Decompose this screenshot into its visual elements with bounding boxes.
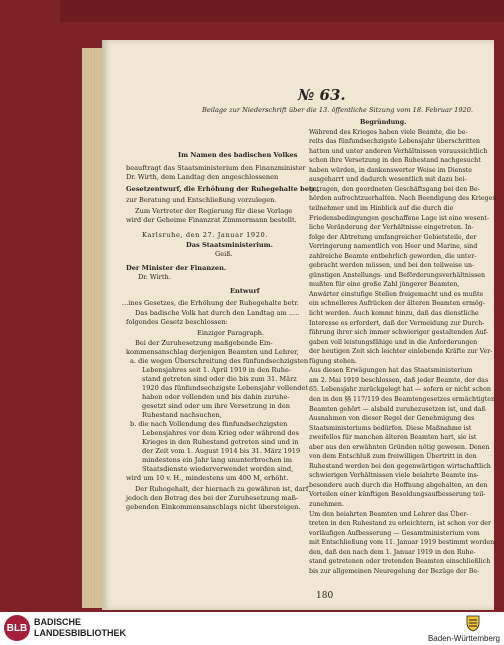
left-column-line: Geiß. — [215, 250, 233, 258]
left-column-line: der Zeit vom 1. August 1914 bis 31. März 1919 — [142, 447, 301, 455]
left-column-line: kommensanschlag derjenigen Beamten und Lehrer, — [126, 348, 299, 356]
left-column-line: folgendes Gesetz beschlossen: — [126, 318, 228, 326]
left-column-line: Staatsdienste wiederverwendet worden sind, — [142, 465, 294, 473]
left-column-line: Der Minister der Finanzen. — [126, 264, 227, 272]
right-column-line: Staatsministeriums bedürfen. Diese Maßnahme ist — [309, 424, 472, 432]
right-column-line: Anwärter einstufige Stellen freigemacht und es mußte — [309, 290, 484, 298]
left-column-line: haben oder vollenden und bis dahin zuruhe- — [142, 393, 290, 401]
right-column-line: Um den beiahrten Beamten und Lehrer das Über- — [309, 510, 469, 518]
left-column-line: gebenden Einkommensanschlags nicht übersteigen. — [126, 503, 301, 511]
left-column-line: Im Namen des badischen Volkes — [178, 151, 298, 159]
left-column-line: jedoch den Betrag des bei der Zuruhesetzung maß- — [126, 494, 299, 502]
right-column-line: schwierigen Verhältnissen viele beiahrte Beamte ins- — [309, 472, 479, 480]
right-column-line: folge der Abtretung umfangreicher Gebietsteile, der — [309, 233, 477, 241]
right-column-line: den in den §§ 117/119 des Beamtengesetzes ermächtigten — [309, 395, 495, 403]
left-column-line: Lebensjahres vor dem Krieg oder während des — [142, 429, 299, 437]
right-column-line: Friedensbedingungen geschaffene Lage ist eine wesent- — [309, 214, 490, 222]
left-column-line: wird der Geheime Finanzrat Zimmermann bestellt. — [126, 216, 297, 224]
left-column-line: ...ines Gesetzes, die Erhöhung der Ruhegehalte betr. — [122, 299, 299, 307]
right-column-line: günstigen Anstellungs- und Beförderungsverhältnissen — [309, 271, 486, 279]
right-column-line: aber aus den erwähnten Gründen nötig gewesen. Denen — [309, 443, 490, 451]
book-cover-edge — [60, 0, 504, 22]
left-column-line: Das Staatsministerium. — [186, 241, 273, 249]
right-column-line: licht werden. Auch kommt hinzu, daß das dienstliche — [309, 310, 479, 317]
left-column-line: Zum Vertreter der Regierung für diese Vorlage — [135, 207, 293, 215]
left-column-line: a. die wegen Überschreitung des fünfundsechzigsten — [130, 357, 309, 365]
left-column-line: Dr. Wirth. — [138, 273, 171, 281]
library-name-line2: LANDESBIBLIOTHEK — [34, 628, 126, 638]
right-column-line: Vorteilen einer künftigen Besoldungsaufbesserung teil- — [309, 491, 486, 499]
right-column-line: getragen, den geordneten Geschäftsgang bei den Be- — [309, 185, 480, 193]
left-column-line: Dr. Wirth, dem Landtag den angeschlossenen — [126, 173, 279, 181]
right-column-line: vorläufigen Aufbesserung — Gesamtministerium vom — [309, 529, 480, 537]
left-column-line: Ruhestand nachsuchen, — [142, 411, 222, 419]
right-column-line: den, daß den nach dem 1. Januar 1919 in den Ruhe- — [309, 548, 476, 556]
right-column-line: Ausnahmen von dieser Regel der Genehmigung des — [309, 415, 475, 423]
right-column-line: Aus diesen Erwägungen hat das Staatsministerium — [309, 367, 473, 375]
baden-wuerttemberg-label: Baden-Württemberg — [427, 634, 500, 643]
right-column-line: hörden aufrechtzuerhalten. Nach Beendigung des Krieges — [309, 195, 496, 203]
left-column-line: Entwurf — [230, 287, 260, 295]
left-column-line: wird um 10 v. H., mindestens um 400 M, erhöht. — [126, 474, 289, 482]
right-column-line: mit Entschließung vom 11. Januar 1919 bestimmt worden, — [309, 539, 497, 547]
right-column-line: Ruhestand werden bei den gegenwärtigen wirtschaftlich — [309, 462, 491, 470]
left-column-line: Krieges in den Ruhestand getreten sind und in — [142, 438, 299, 446]
right-column-line: Interesse es erfordert, daß der Vermeidung zur Durch- — [309, 319, 485, 327]
left-column-line: gesetzt sind oder um ihre Versetzung in den — [142, 402, 291, 410]
right-column-line: der heutigen Zeit sich leichter einlebende Kräfte zur Ver- — [309, 348, 493, 356]
left-column-line: Einziger Paragraph. — [197, 329, 265, 337]
right-column-line: liche Veränderung der Verhältnisse eingetreten. In- — [309, 224, 474, 232]
library-name-line1: BADISCHE — [34, 617, 82, 627]
coat-of-arms-icon — [465, 614, 481, 632]
document-page — [102, 40, 497, 610]
right-column-line: führung ihrer sich immer schwieriger gestaltenden Auf- — [309, 329, 488, 337]
right-column-line: zahlreiche Beamte entbehrlich geworden, die unter- — [309, 252, 477, 260]
library-name — [34, 617, 126, 639]
blb-logo: BLB — [4, 615, 30, 641]
right-column-line: teilnehmer und im Hinblick auf die durch die — [309, 204, 454, 212]
right-column-line: ein schnelleres Aufrücken der älteren Beamten ermög- — [309, 300, 485, 308]
right-column-line: ausgeharrt und dadurch wesentlich mit dazu bei- — [309, 176, 467, 184]
right-column-line: zweifellos für manchen älteren Beamten hart, sie ist — [309, 434, 477, 442]
begruendung-heading: Begründung. — [360, 119, 407, 126]
footer-bar — [0, 612, 504, 645]
document-number: № 63. — [298, 86, 346, 104]
right-column-line: am 2. Mai 1919 beschlossen, daß jeder Beamte, der das — [309, 376, 489, 384]
right-column-line: stand getretenen oder tretenden Beamten einschließlich — [309, 558, 491, 566]
right-column-line: reits das fünfundsechzigste Lebensjahr überschritten — [309, 138, 481, 146]
right-column-line: von dem Entschluß zum freiwilligen Übertritt in den — [309, 453, 477, 461]
left-column-line: Karlsruhe, den 27. Januar 1920. — [142, 231, 269, 239]
left-column-line: b. die nach Vollendung des fünfundsechzigsten — [130, 420, 288, 428]
right-column-line: schon ihre Versetzung in den Ruhestand nachgesucht — [309, 157, 481, 165]
page-block-edge — [82, 48, 104, 608]
right-column-line: Während des Krieges haben viele Beamte, die be- — [309, 128, 468, 136]
left-column-line: Der Ruhegehalt, der hiernach zu gewähren ist, darf — [135, 485, 309, 493]
right-column-line: hatten und unter anderen Verhältnissen voraussichtlich — [309, 147, 488, 155]
right-column-line: Beamten gehört — alsbald zuruhezusetzen ist, und daß — [309, 405, 486, 413]
right-column-line: Verringerung namentlich von Heer und Marine, sind — [309, 243, 478, 251]
right-column-line: gebracht werden müssen, und bei den teilweise un- — [309, 262, 475, 270]
left-column-line: 1920 das fünfundsechzigste Lebensjahr vollendet — [142, 384, 308, 392]
left-column-line: Das badische Volk hat durch den Landtag am ..... — [135, 309, 300, 317]
right-column-line: zunehmen. — [309, 501, 344, 508]
left-column-line: Gesetzentwurf, die Erhöhung der Ruhegehalte betr., — [126, 185, 320, 193]
beilage-line: Beilage zur Niederschrift über die 13. öffentliche Sitzung vom 18. Februar 1920. — [202, 106, 474, 114]
page-number: 180 — [316, 591, 334, 601]
left-column-line: Bei der Zuruhesetzung maßgebende Ein- — [135, 339, 273, 347]
right-column-line: besondere auch durch die Hoffnung abgehalten, an den — [309, 481, 488, 489]
right-column-line: 65. Lebensjahr zurückgelegt hat — sofern er nicht schon — [309, 386, 491, 394]
right-column-line: mußten für eine große Zahl jüngerer Beamten, — [309, 281, 460, 289]
right-column-line: bis zur allgemeinen Neuregelung der Bezüge der Be- — [309, 567, 480, 575]
right-column-line: fügung stehen. — [309, 357, 357, 365]
left-column-line: zur Beratung und Entschließung vorzulegen. — [126, 196, 277, 204]
left-column-line: stand getreten sind oder die bis zum 31. März — [142, 375, 297, 383]
right-column-line: gaben voll leistungsfähige und in die Anforderungen — [309, 338, 478, 346]
right-column-line: treten in den Ruhestand zu erleichtern, ist schon vor der — [309, 520, 491, 528]
left-column-line: Lebensjahres seit 1. April 1919 in den Ruhe- — [142, 366, 292, 374]
left-column-line: beauftragt das Staatsministerium den Finanzminister — [126, 164, 306, 172]
left-column-line: mindestens ein Jahr lang ununterbrochen im — [142, 456, 292, 464]
right-column-line: haben würden, in dankenswerter Weise im Dienste — [309, 166, 473, 174]
